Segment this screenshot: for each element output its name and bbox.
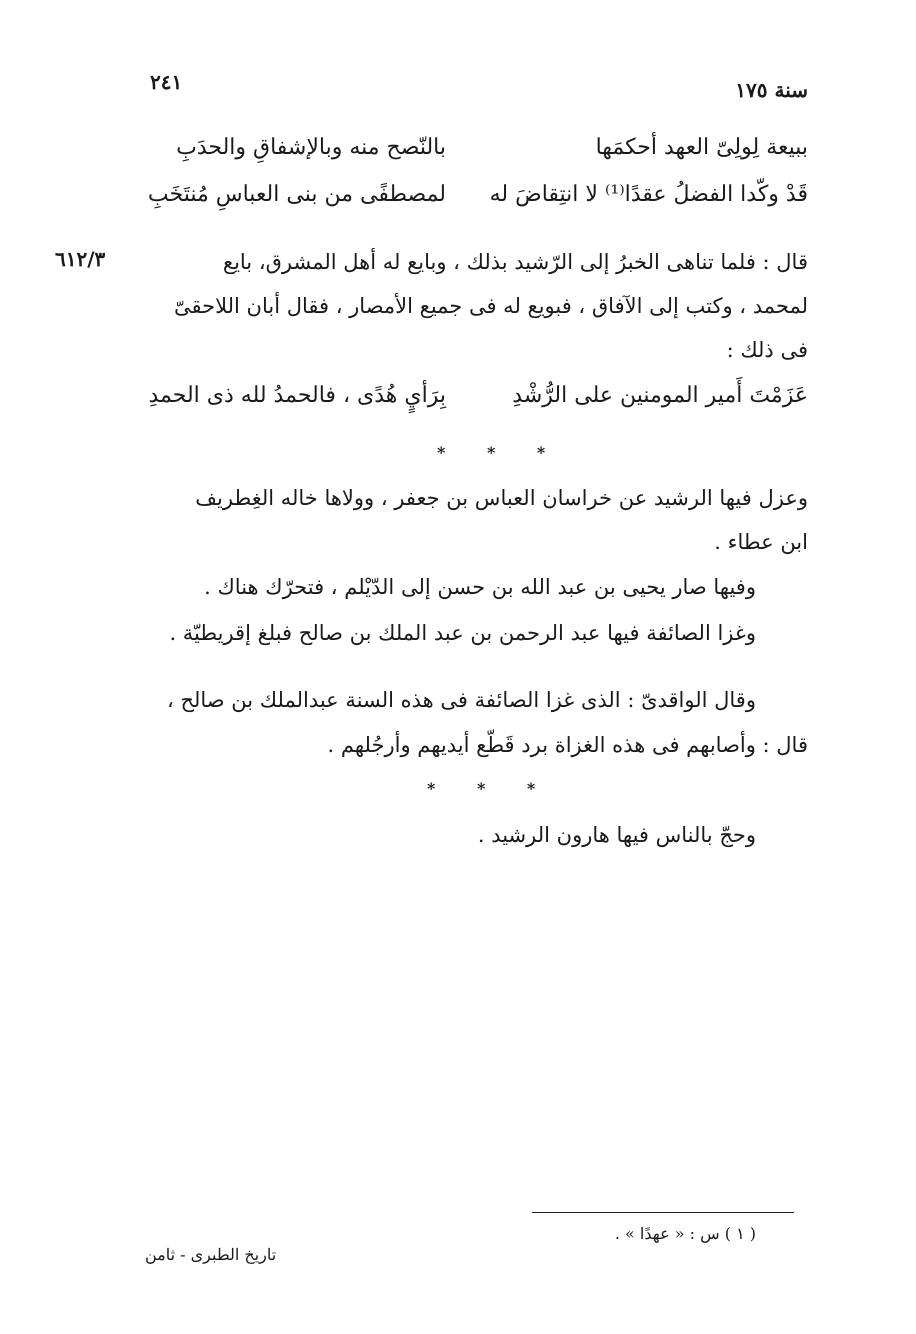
para1-line2: لمحمد ، وكتب إلى الآفاق ، فبويع له فى جميع الأمصار ، فقال أبان اللاحقىّ <box>174 294 808 318</box>
verse2-hemistich-left: بِرَأيٍ هُدًى ، فالحمدُ لله ذى الحمدِ <box>148 383 446 408</box>
footnote: ( ١ ) س : « عهدًا » . <box>614 1224 756 1243</box>
para1-line1: قال : فلما تناهى الخبرُ إلى الرّشيد بذلك ، وبايع له أهل المشرق، بايع <box>222 250 808 274</box>
margin-reference: ٦١٢/٣ <box>55 247 106 271</box>
footnote-rule <box>532 1212 794 1213</box>
page-number: ٢٤١ <box>150 70 183 94</box>
para5-line1: وقال الواقدىّ : الذى غزا الصائفة فى هذه السنة عبدالملك بن صالح ، <box>166 688 756 712</box>
verse2-hemistich-right: عَزَمْتَ أَمير المومنين على الرُّشْدِ <box>512 383 808 408</box>
verse1-line1-hemistich-right: ببيعة لِولِىّ العهد أحكمَها <box>595 135 808 160</box>
para6: وحجّ بالناس فيها هارون الرشيد . <box>477 823 756 847</box>
para2-line2: ابن عطاء . <box>714 530 808 554</box>
section-separator: * * * <box>437 443 564 462</box>
verse1-line2-hemistich-left: لمصطفًى من بنى العباسِ مُنتَخَبِ <box>147 182 446 207</box>
verse1-line1-hemistich-left: بالنّصح منه وبالإشفاقِ والحدَبِ <box>176 135 446 160</box>
verse1-line2-hemistich-right: قَدْ وكّدا الفضلُ عقدًا⁽¹⁾ لا انتِقاضَ له <box>489 182 808 207</box>
section-separator: * * * <box>427 779 554 798</box>
running-header-year: سنة ١٧٥ <box>735 78 808 102</box>
para5-line2: قال : وأصابهم فى هذه الغزاة برد قَطّع أيديهم وأرجُلهم . <box>327 733 808 757</box>
page-footer: تاريخ الطبرى - ثامن <box>145 1245 277 1264</box>
para2-line1: وعزل فيها الرشيد عن خراسان العباس بن جعفر ، وولاها خاله الغِطريف <box>195 486 808 510</box>
para3: وفيها صار يحيى بن عبد الله بن حسن إلى الدّيْلم ، فتحرّك هناك . <box>204 575 756 599</box>
para1-line3: فى ذلك : <box>726 338 808 362</box>
para4: وغزا الصائفة فيها عبد الرحمن بن عبد الملك بن صالح فبلغ إقريطيّة . <box>169 621 756 645</box>
